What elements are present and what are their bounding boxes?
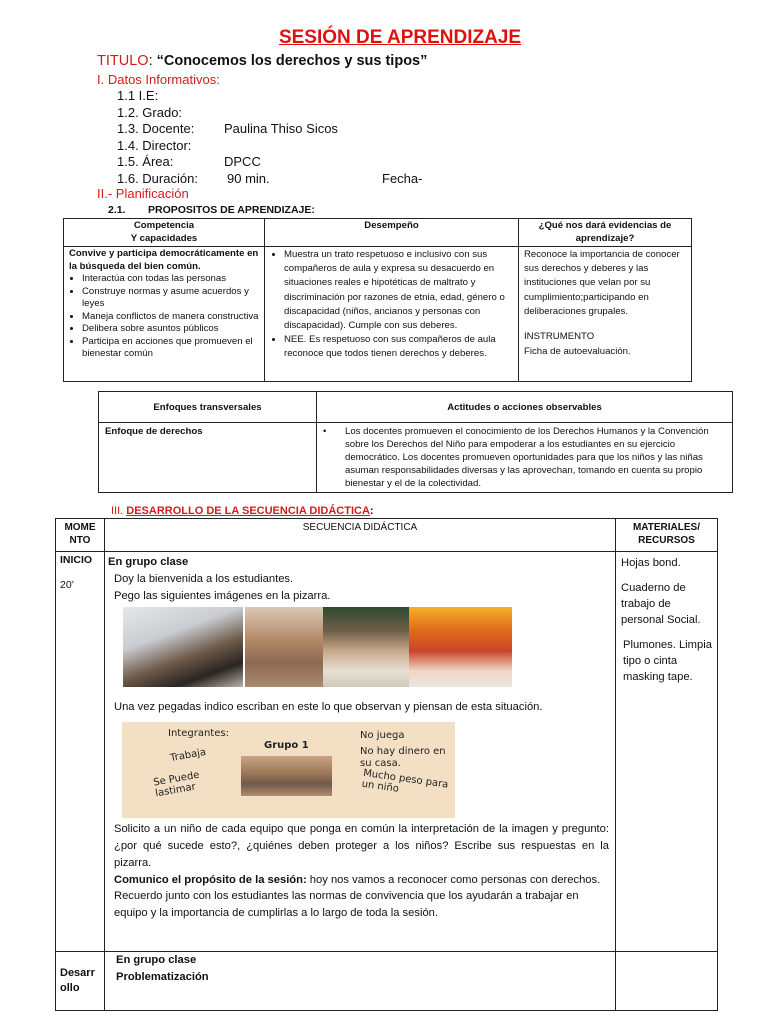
material-item: Hojas bond.	[621, 557, 681, 569]
materiales-cell	[616, 552, 718, 952]
capacidad-item: • Delibera sobre asuntos públicos	[82, 323, 259, 336]
propositos-heading: 2.1. PROPOSITOS DE APRENDIZAJE:	[108, 204, 315, 216]
desempeno-header: Desempeño	[265, 219, 519, 247]
datos-heading: I. Datos Informativos:	[97, 72, 220, 87]
material-item: Cuaderno de trabajo de personal Social.	[621, 582, 701, 626]
planificacion-heading: II.- Planificación	[97, 186, 189, 201]
desarrollo-grupo: En grupo clase	[116, 954, 197, 966]
propositos-table	[63, 218, 692, 382]
trabaja-text: Trabaja	[169, 746, 207, 765]
bienvenida-text: Doy la bienvenida a los estudiantes.	[114, 572, 294, 585]
datos-item: 1.2. Grado:	[117, 104, 183, 120]
peso-text: Mucho peso para un niño	[360, 767, 449, 795]
capacidad-item: • Interactúa con todas las personas	[82, 273, 259, 286]
session-title	[97, 53, 427, 69]
document-title: SESIÓN DE APRENDIZAJE	[278, 27, 522, 48]
desempeno-item: • Muestra un trato respetuoso e inclusivo con sus compañeros de aula y expresa su desacuerdo en situaciones reales e hipotéticas de maltrato y discriminación por razones de etnia, edad, género o discapacidad (niños, ancianos y personas con discapacidad). Cumple con sus deberes.	[284, 248, 513, 333]
actitudes-header: Actitudes o acciones observables	[317, 392, 733, 423]
instrumento-label: INSTRUMENTO	[524, 331, 595, 343]
lastimar-text: Se Puede lastimar	[152, 769, 201, 800]
desarrollo-secuencia	[105, 952, 616, 1011]
actitud-text: Los docentes promueven el conocimiento de los Derechos Humanos y la Convención sobre los Derechos del Niño para empoderar a los estudiantes en su ejercicio democrático. Los docentes promueven oportunidades para que los niños y las niñas asuman responsabilidades diversas y las aprovechan, tomando en cuenta su propio bienestar y el de la colectividad.	[345, 426, 709, 489]
datos-item: 1.1 I.E:	[117, 88, 159, 103]
secuencia-header: SECUENCIA DIDÁCTICA	[105, 519, 616, 552]
desempeno-item: • NEE. Es respetuoso con sus compañeros de aula reconoce que todos tienen derechos y deberes.	[284, 333, 513, 361]
group-worksheet-image	[122, 722, 455, 818]
competencia-cell	[64, 247, 265, 382]
competencia-header: Competencia Y capacidades	[64, 219, 265, 247]
solicito-text: Solicito a un niño de cada equipo que ponga en común la interpretación de la imagen y pregunto: ¿por qué sucede esto?, ¿quiénes deben proteger a los niños? Escribe sus respuestas en la pizarra.	[114, 823, 609, 869]
inicio-tiempo: 20’	[60, 579, 75, 591]
grupo-text: Grupo 1	[264, 740, 309, 751]
desempeno-cell	[265, 247, 519, 382]
indico-text: Una vez pegadas indico escriban en este lo que observan y piensan de esta situación.	[114, 701, 543, 714]
capacidad-item: • Construye normas y asume acuerdos y leyes	[82, 286, 259, 311]
capacidad-item: • Maneja conflictos de manera constructiva	[82, 311, 259, 324]
competencia-title: Convive y participa democráticamente en la búsqueda del bien común.	[69, 248, 259, 272]
bullet: •	[323, 426, 327, 437]
titulo-text: “Conocemos los derechos y sus tipos”	[156, 53, 428, 69]
material-item: Plumones. Limpia tipo o cinta masking tape.	[623, 639, 712, 683]
evidencia-cell	[519, 247, 692, 382]
evidencia-header: ¿Qué nos dará evidencias de aprendizaje?	[519, 219, 692, 247]
desarrollo-label: Desarr ollo	[60, 967, 95, 994]
momento-header: MOME NTO	[56, 519, 105, 552]
enfoques-table	[98, 391, 733, 493]
enfoque-derechos: Enfoque de derechos	[99, 423, 317, 493]
instrumento-value: Ficha de autoevaluación.	[524, 345, 631, 357]
desarrollo-cell	[56, 952, 105, 1011]
photo-child-bricks	[245, 607, 323, 687]
datos-item: 1.3. Docente: Paulina Thiso Sicos	[117, 121, 338, 137]
titulo-label: TITULO	[97, 53, 149, 69]
no-juega-text: No juega	[360, 730, 405, 741]
integrantes-text: Integrantes:	[168, 728, 229, 739]
desarrollo-heading: III. DESARROLLO DE LA SECUENCIA DIDÁCTICA:	[111, 505, 374, 517]
grupo-clase-label: En grupo clase	[108, 556, 189, 568]
datos-list	[117, 88, 422, 188]
datos-item: 1.4. Director:	[117, 137, 192, 153]
capacidad-item: • Participa en acciones que promueven el bienestar común	[82, 336, 259, 361]
photo-child-window	[123, 607, 243, 687]
photo-child-doctor	[409, 607, 512, 687]
problematizacion-label: Problematización	[116, 970, 209, 983]
recuerdo-text: Recuerdo junto con los estudiantes las normas de convivencia que los ayudarán a trabajar en equipo y la importancia de cumplirlas a lo largo de toda la sesión.	[114, 890, 579, 920]
titulo-sep: :	[148, 53, 157, 69]
datos-item: 1.5. Área: DPCC	[117, 154, 261, 170]
photo-child-eating	[323, 607, 409, 687]
group-photo	[241, 756, 332, 796]
inicio-cell	[56, 552, 105, 952]
no-dinero-text: No hay dinero en su casa.	[360, 746, 446, 769]
materiales-header: MATERIALES/ RECURSOS	[616, 519, 718, 552]
proposito-text: Comunico el propósito de la sesión: hoy nos vamos a reconocer como personas con derechos.	[114, 873, 601, 886]
enfoques-header: Enfoques transversales	[99, 392, 317, 423]
desarrollo-materiales	[616, 952, 718, 1011]
inicio-label: INICIO	[60, 554, 93, 566]
actitud-cell	[317, 423, 733, 493]
evidencia-text: Reconoce la importancia de conocer sus derechos y deberes y las instituciones que velan por su cumplimiento;participando en deliberaciones grupales.	[524, 249, 680, 317]
pego-text: Pego las siguientes imágenes en la pizarra.	[114, 589, 331, 602]
datos-item: 1.6. Duración: 90 min. Fecha-	[117, 170, 423, 186]
